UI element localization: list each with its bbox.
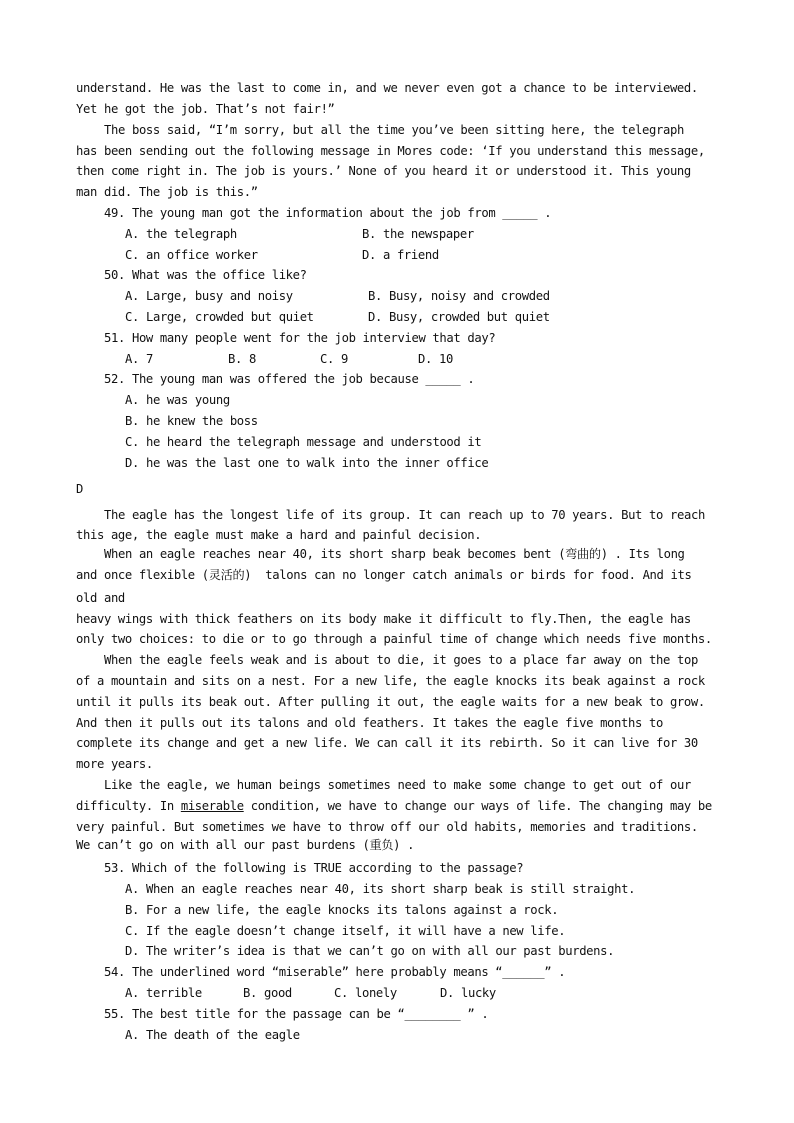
paragraph-line: The boss said, “I’m sorry, but all the time you’ve been sitting here, the telegraph [104, 123, 684, 137]
text-span: condition, we have to change our ways of life. The changing may be [243, 799, 712, 813]
paragraph-line: When the eagle feels weak and is about to die, it goes to a place far away on the top [104, 653, 698, 667]
paragraph-line: We can’t go on with all our past burdens (重负) . [76, 838, 415, 852]
option-53-b: B. For a new life, the eagle knocks its talons against a rock. [125, 903, 559, 917]
option-49-a: A. the telegraph [125, 227, 237, 241]
paragraph-line: heavy wings with thick feathers on its body make it difficult to fly.Then, the eagle has [76, 612, 691, 626]
paragraph-line: very painful. But sometimes we have to throw off our old habits, memories and traditions. [76, 820, 698, 834]
option-54-a: A. terrible [125, 986, 202, 1000]
paragraph-line: And then it pulls out its talons and old feathers. It takes the eagle five months to [76, 716, 663, 730]
option-52-c: C. he heard the telegraph message and understood it [125, 435, 482, 449]
option-50-a: A. Large, busy and noisy [125, 289, 293, 303]
paragraph-line: The eagle has the longest life of its group. It can reach up to 70 years. But to reach [104, 508, 705, 522]
option-55-a: A. The death of the eagle [125, 1028, 300, 1042]
paragraph-line: When an eagle reaches near 40, its short sharp beak becomes bent (弯曲的) . Its long [104, 547, 685, 561]
paragraph-line [76, 799, 712, 814]
option-54-d: D. lucky [440, 986, 496, 1000]
option-52-d: D. he was the last one to walk into the inner office [125, 456, 489, 470]
question-stem-54: 54. The underlined word “miserable” here probably means “______” . [104, 965, 566, 979]
paragraph-line: understand. He was the last to come in, and we never even got a chance to be interviewed. [76, 81, 698, 95]
option-49-c: C. an office worker [125, 248, 258, 262]
text-span: difficulty. In [76, 799, 181, 813]
option-53-d: D. The writer’s idea is that we can’t go on with all our past burdens. [125, 944, 615, 958]
question-stem-50: 50. What was the office like? [104, 268, 307, 282]
option-51-c: C. 9 [320, 352, 348, 366]
section-label: D [76, 482, 83, 496]
option-54-b: B. good [243, 986, 292, 1000]
paragraph-line: Like the eagle, we human beings sometimes need to make some change to get out of our [104, 778, 691, 792]
paragraph-line: and once flexible (灵活的) talons can no longer catch animals or birds for food. And its [76, 568, 692, 582]
paragraph-line: then come right in. The job is yours.’ None of you heard it or understood it. This young [76, 164, 691, 178]
option-50-c: C. Large, crowded but quiet [125, 310, 314, 324]
paragraph-line: man did. The job is this.” [76, 185, 258, 199]
option-51-a: A. 7 [125, 352, 153, 366]
paragraph-line: of a mountain and sits on a nest. For a new life, the eagle knocks its beak against a rock [76, 674, 705, 688]
option-50-b: B. Busy, noisy and crowded [368, 289, 550, 303]
question-stem-53: 53. Which of the following is TRUE according to the passage? [104, 861, 524, 875]
option-54-c: C. lonely [334, 986, 397, 1000]
question-stem-51: 51. How many people went for the job interview that day? [104, 331, 496, 345]
option-52-a: A. he was young [125, 393, 230, 407]
option-51-b: B. 8 [228, 352, 256, 366]
option-49-d: D. a friend [362, 248, 439, 262]
option-53-c: C. If the eagle doesn’t change itself, it will have a new life. [125, 924, 566, 938]
paragraph-line: until it pulls its beak out. After pulling it out, the eagle waits for a new beak to grow. [76, 695, 705, 709]
question-stem-52: 52. The young man was offered the job because _____ . [104, 372, 475, 386]
paragraph-line: this age, the eagle must make a hard and painful decision. [76, 528, 482, 542]
paragraph-line: has been sending out the following message in Mores code: ‘If you understand this message, [76, 144, 705, 158]
paragraph-line: Yet he got the job. That’s not fair!” [76, 102, 335, 116]
paragraph-line: old and [76, 591, 125, 605]
question-stem-49: 49. The young man got the information about the job from _____ . [104, 206, 552, 220]
option-49-b: B. the newspaper [362, 227, 474, 241]
option-53-a: A. When an eagle reaches near 40, its short sharp beak is still straight. [125, 882, 636, 896]
question-stem-55: 55. The best title for the passage can be “________ ” . [104, 1007, 489, 1021]
option-50-d: D. Busy, crowded but quiet [368, 310, 550, 324]
paragraph-line: only two choices: to die or to go through a painful time of change which needs five months. [76, 632, 712, 646]
paragraph-line: more years. [76, 757, 153, 771]
paragraph-line: complete its change and get a new life. We can call it its rebirth. So it can live for 30 [76, 736, 698, 750]
option-52-b: B. he knew the boss [125, 414, 258, 428]
underlined-word-miserable: miserable [180, 799, 244, 813]
option-51-d: D. 10 [418, 352, 453, 366]
